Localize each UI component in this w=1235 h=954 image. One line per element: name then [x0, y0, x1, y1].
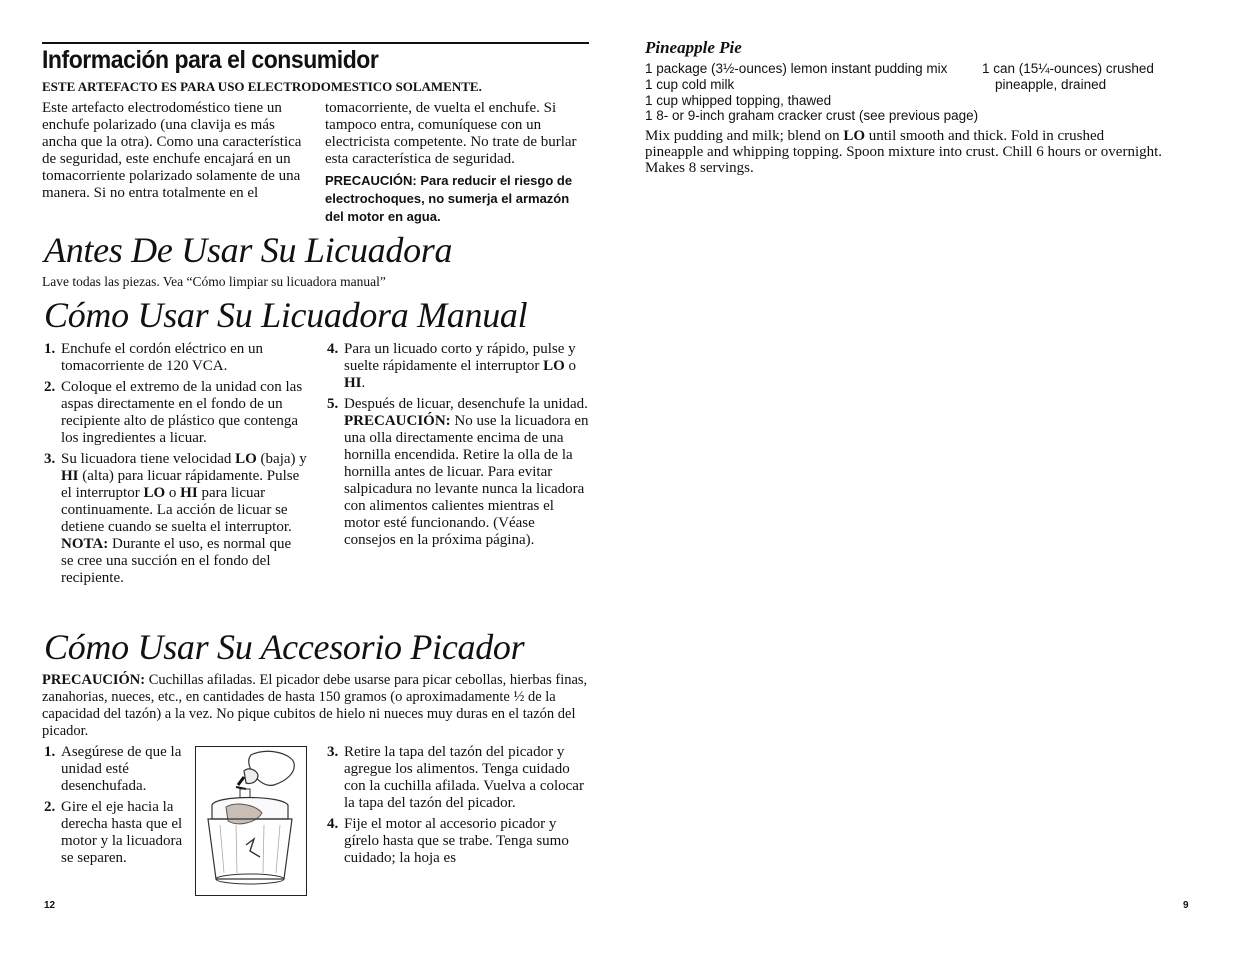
chopper-heading: Cómo Usar Su Accesorio Picador	[44, 627, 525, 667]
list-item: 4. Para un licuado corto y rápido, pulse y suelte rápidamente el interruptor LO o HI.	[327, 341, 577, 391]
chopper-steps-right	[325, 744, 590, 871]
manual-heading: Cómo Usar Su Licuadora Manual	[44, 295, 528, 335]
consumer-subheading: ESTE ARTEFACTO ES PARA USO ELECTRODOMESTICO SOLAMENTE.	[42, 79, 482, 94]
chopper-caution: PRECAUCIÓN: Cuchillas afiladas. El picador debe usarse para picar cebollas, hierbas finas, zanahorias, nueces, etc., en cantidades de hasta 150 gramos (o aproximadamente ½ de la capacidad del tazón) a la vez. No pique cubitos de hielo ni nueces muy duras en el tazón del picador.	[42, 672, 588, 739]
chopper-illustration	[195, 746, 307, 896]
ingredient-5b: pineapple, drained	[995, 77, 1107, 92]
before-heading: Antes De Usar Su Licuadora	[44, 230, 453, 270]
ingredient-3: 1 cup whipped topping, thawed	[645, 93, 832, 108]
ingredient-1: 1 package (3½-ounces) lemon instant pudding mix	[645, 61, 948, 76]
ingredient-5a: 1 can (15¼-ounces) crushed	[982, 61, 1154, 76]
consumer-caution: PRECAUCIÓN: Para reducir el riesgo de electrochoques, no sumerja el armazón del motor en agua.	[325, 173, 573, 224]
chopper-steps-left	[42, 744, 190, 871]
recipe-directions: Mix pudding and milk; blend on LO until smooth and thick. Fold in crushed pineapple and whipping topping. Spoon mixture into crust. Chill 6 hours or overnight. Makes 8 servings.	[645, 128, 1163, 176]
page-number-left: 12	[44, 900, 56, 911]
list-item: 1. Asegúrese de que la unidad esté desenchufada.	[44, 744, 182, 794]
ingredient-4: 1 8- or 9-inch graham cracker crust (see previous page)	[645, 108, 979, 123]
list-item: 3. Retire la tapa del tazón del picador y agregue los alimentos. Tenga cuidado con la cuchilla afilada. Vuelva a colocar la tapa del tazón del picador.	[327, 744, 584, 811]
consumer-heading: Información para el consumidor	[42, 46, 379, 74]
list-item: 2. Coloque el extremo de la unidad con las aspas directamente en el fondo de un recipiente alto de plástico que contenga los ingredientes a licuar.	[44, 379, 303, 446]
page-number-right: 9	[1183, 900, 1189, 911]
list-item: 4. Fije el motor al accesorio picador y gírelo hasta que se trabe. Tenga sumo cuidado; la hoja es	[327, 816, 569, 866]
consumer-paragraph-right: tomacorriente, de vuelta el enchufe. Si tampoco entra, comuníquese con un electricista competente. No trate de burlar esta característica de seguridad.	[325, 100, 577, 167]
manual-steps-left	[42, 341, 307, 591]
recipe-title: Pineapple Pie	[645, 38, 742, 57]
chopper-bowl-icon	[196, 747, 306, 895]
before-text: Lave todas las piezas. Vea “Cómo limpiar su licuadora manual”	[42, 274, 386, 289]
list-item: 3. Su licuadora tiene velocidad LO (baja) y HI (alta) para licuar rápidamente. Pulse el interruptor LO o HI para licuar continuamente. La acción de licuar se detiene cuando se suelta el interruptor. NOTA: Durante el uso, es normal que se cree una succión en el fondo del recipiente.	[44, 451, 307, 586]
list-item: 2. Gire el eje hacia la derecha hasta que el motor y la licuadora se separen.	[44, 799, 183, 866]
ingredient-2: 1 cup cold milk	[645, 77, 735, 92]
consumer-paragraph-left: Este artefacto electrodoméstico tiene un enchufe polarizado (una clavija es más ancha que la otra). Como una característica de seguridad, este enchufe encajará en un tomacorriente polarizado solamente de una manera. Si no entra totalmente en el	[42, 100, 302, 201]
list-item: 1. Enchufe el cordón eléctrico en un tomacorriente de 120 VCA.	[44, 341, 263, 374]
section-rule	[42, 42, 589, 44]
list-item: 5. Después de licuar, desenchufe la unidad. PRECAUCIÓN: No use la licuadora en una olla directamente encima de una hornilla encendida. Retire la olla de la hornilla antes de licuar. Para evitar salpicadura no levante nunca la licadora con alimentos calientes mientras el motor esté funcionando. (Véase consejos en la próxima página).	[327, 396, 589, 548]
manual-steps-right	[325, 341, 590, 553]
